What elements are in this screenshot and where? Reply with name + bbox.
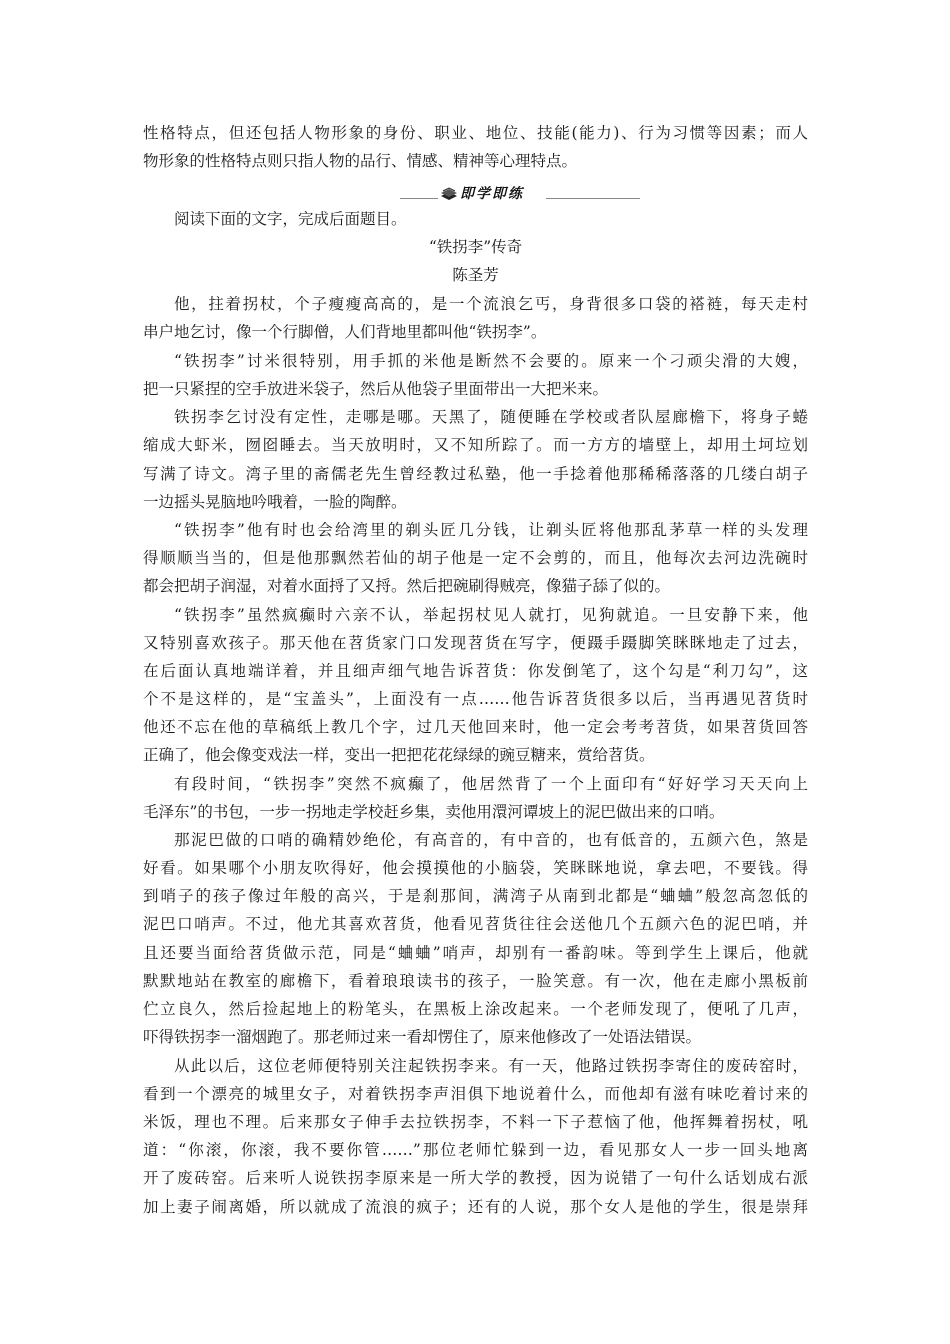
paragraph-line: 在后面认真地端详着，并且细声细气地告诉苕货：你发倒笔了，这个勾是“利刀勾”，这 — [143, 662, 808, 680]
paragraph-line: 都会把胡子润湿，对着水面捋了又捋。然后把碗刷得贼亮，像猫子舔了似的。 — [143, 577, 671, 595]
section-banner — [400, 186, 640, 204]
section-banner-label: 即学即练 — [460, 186, 524, 202]
paragraph-line: 串户地乞讨，像一个行脚僧，人们背地里都叫他“铁拐李”。 — [143, 323, 547, 341]
intro-line: 物形象的性格特点则只指人物的品行、情感、精神等心理特点。 — [143, 152, 578, 170]
paragraph-line: 伫立良久，然后捡起地上的粉笔头，在黑板上涂改起来。一个老师发现了，便吼了几声， — [143, 1000, 808, 1018]
instruction: 阅读下面的文字，完成后面题目。 — [174, 210, 407, 228]
article-title: “铁拐李”传奇 — [428, 238, 523, 256]
paragraph-line: 一边摇头晃脑地吟哦着，一脸的陶醉。 — [143, 493, 407, 511]
paragraph-line: 写满了诗文。湾子里的斋儒老先生曾经教过私塾，他一手捻着他那稀稀落落的几缕白胡子 — [143, 465, 808, 483]
paragraph-line: 有段时间，“铁拐李”突然不疯癫了，他居然背了一个上面印有“好好学习天天向上 — [174, 775, 808, 793]
book-stack-icon — [440, 186, 458, 202]
paragraph-line: 把一只紧捏的空手放进米袋子，然后从他袋子里面带出一大把米来。 — [143, 380, 609, 398]
paragraph-line: 泥巴口哨声。不过，他尤其喜欢苕货，他看见苕货往往会送他几个五颜六色的泥巴哨，并 — [143, 915, 808, 933]
paragraph-line: 且还要当面给苕货做示范，同是“蛐蛐”哨声，却别有一番韵味。等到学生上课后，他就 — [143, 944, 808, 962]
banner-rule-right — [546, 198, 640, 199]
paragraph-line: 铁拐李乞讨没有定性，走哪是哪。天黑了，随便睡在学校或者队屋廊檐下，将身子蜷 — [174, 408, 808, 426]
paragraph-line: 加上妻子闹离婚，所以就成了流浪的疯子；还有的人说，那个女人是他的学生，很是崇拜 — [143, 1198, 808, 1216]
paragraph-line: 默默地站在教室的廊檐下，看着琅琅读书的孩子，一脸笑意。有一次，他在走廊小黑板前 — [143, 972, 808, 990]
paragraph-line: 那泥巴做的口哨的确精妙绝伦，有高音的，有中音的，也有低音的，五颜六色，煞是 — [174, 831, 808, 849]
paragraph-line: 缩成大虾米，囫囵睡去。当天放明时，又不知所踪了。而一方方的墙壁上，却用土坷垃划 — [143, 436, 808, 454]
paragraph-line: 得顺顺当当的，但是他那飘然若仙的胡子他是一定不会剪的，而且，他每次去河边洗碗时 — [143, 549, 808, 567]
paragraph-line: 到哨子的孩子像过年般的高兴，于是刹那间，满湾子从南到北都是“蛐蛐”般忽高忽低的 — [143, 887, 808, 905]
paragraph-line: 他，拄着拐杖，个子瘦瘦高高的，是一个流浪乞丐，身背很多口袋的褡裢，每天走村 — [174, 295, 808, 313]
banner-rule-left — [400, 198, 438, 199]
paragraph-line: “铁拐李”虽然疯癫时六亲不认，举起拐杖见人就打，见狗就追。一旦安静下来，他 — [174, 606, 808, 624]
paragraph-line: 道：“你滚，你滚，我不要你管……”那位老师忙躲到一边，看见那女人一步一回头地离 — [143, 1141, 808, 1159]
intro-line: 性格特点，但还包括人物形象的身份、职业、地位、技能(能力)、行为习惯等因素；而人 — [143, 124, 808, 142]
paragraph-line: 吓得铁拐李一溜烟跑了。那老师过来一看却愣住了，原来他修改了一处语法错误。 — [143, 1028, 702, 1046]
paragraph-line: 开了废砖窑。后来听人说铁拐李原来是一所大学的教授，因为说错了一句什么话划成右派 — [143, 1169, 808, 1187]
paragraph-line: 又特别喜欢孩子。那天他在苕货家门口发现苕货在写字，便蹑手蹑脚笑眯眯地走了过去， — [143, 634, 808, 652]
paragraph-line: 他还不忘在他的草稿纸上教几个字，过几天他回来时，他一定会考考苕货，如果苕货回答 — [143, 718, 808, 736]
paragraph-line: “铁拐李”他有时也会给湾里的剃头匠几分钱，让剃头匠将他那乱茅草一样的头发理 — [174, 521, 808, 539]
paragraph-line: “铁拐李”讨米很特别，用手抓的米他是断然不会要的。原来一个刁顽尖滑的大嫂， — [174, 352, 808, 370]
paragraph-line: 好看。如果哪个小朋友吹得好，他会摸摸他的小脑袋，笑眯眯地说，拿去吧，不要钱。得 — [143, 859, 808, 877]
paragraph-line: 正确了，他会像变戏法一样，变出一把把花花绿绿的豌豆糖来，赏给苕货。 — [143, 746, 655, 764]
article-author: 陈圣芳 — [452, 266, 499, 284]
paragraph-line: 米饭，理也不理。后来那女子伸手去拉铁拐李，不料一下子惹恼了他，他挥舞着拐杖，吼 — [143, 1113, 808, 1131]
paragraph-line: 毛泽东”的书包，一步一拐地走学校赶乡集，卖他用澴河谭坡上的泥巴做出来的口哨。 — [143, 803, 725, 821]
paragraph-line: 个不是这样的，是“宝盖头”，上面没有一点……他告诉苕货很多以后，当再遇见苕货时 — [143, 690, 808, 708]
paragraph-line: 从此以后，这位老师便特别关注起铁拐李来。有一天，他路过铁拐李寄住的废砖窑时， — [174, 1057, 808, 1075]
paragraph-line: 看到一个漂亮的城里女子，对着铁拐李声泪俱下地说着什么，而他却有滋有味吃着讨来的 — [143, 1085, 808, 1103]
